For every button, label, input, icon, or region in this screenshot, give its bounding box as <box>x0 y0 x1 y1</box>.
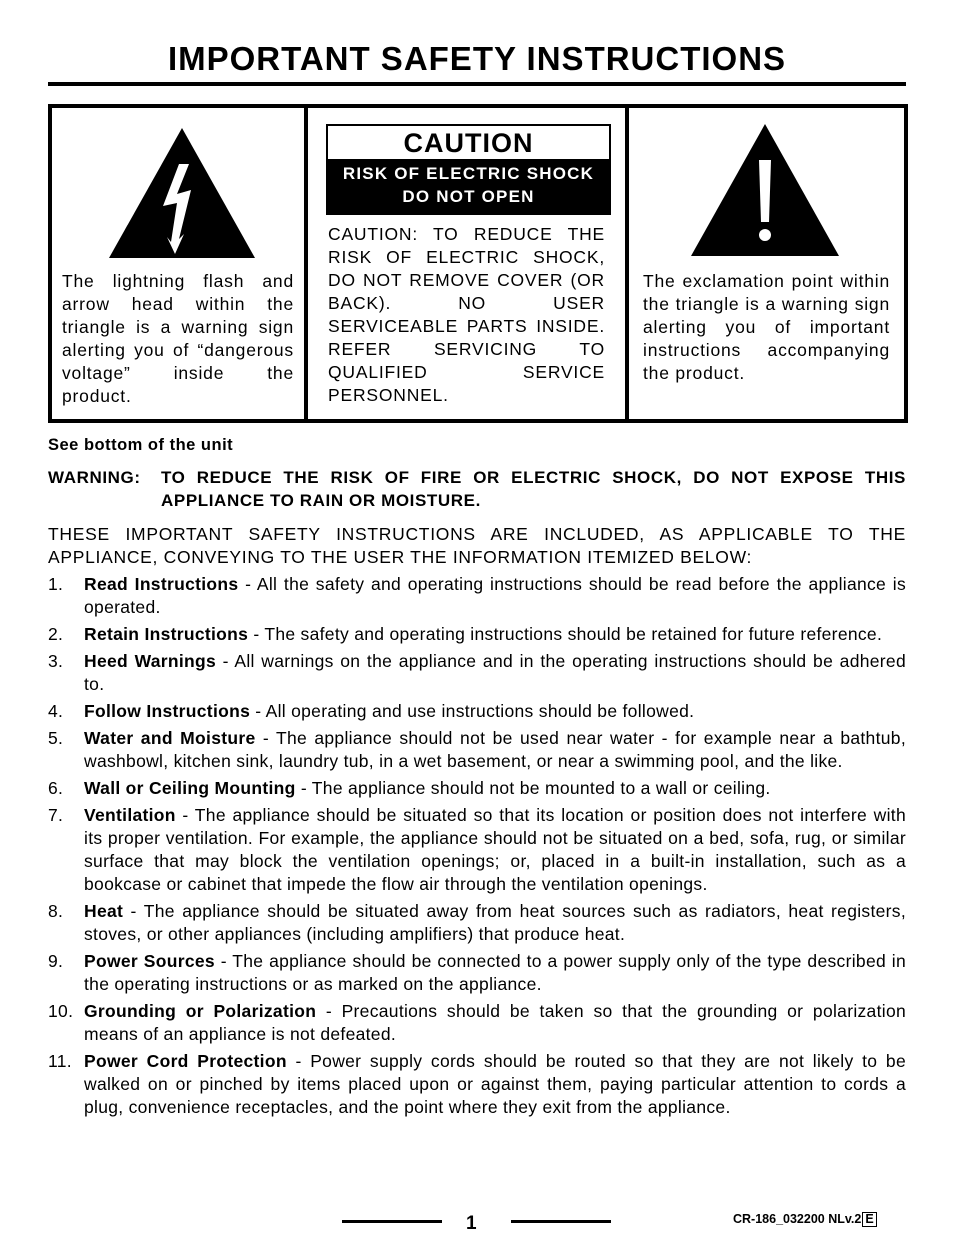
item-heading: Ventilation <box>84 805 176 825</box>
list-item <box>48 650 906 696</box>
item-text: - The appliance should be situated away from heat sources such as radiators, heat registers, stoves, or other appliances (including amplifiers) that produce heat. <box>84 901 906 944</box>
lightning-triangle-icon <box>107 126 257 260</box>
list-item <box>48 623 906 646</box>
item-number: 5. <box>48 728 64 748</box>
see-bottom-note: See bottom of the unit <box>48 436 234 454</box>
caution-column <box>308 108 629 419</box>
page-title: IMPORTANT SAFETY INSTRUCTIONS <box>167 40 787 77</box>
lightning-description: The lightning flash and arrow head within the triangle is a warning sign alerting you of “dangerous voltage” inside the product. <box>62 271 294 406</box>
warning-text: TO REDUCE THE RISK OF FIRE OR ELECTRIC SHOCK, DO NOT EXPOSE THIS APPLIANCE TO RAIN OR MOISTURE. <box>161 468 906 510</box>
item-text: - Power supply cords should be routed so that they are not likely to be walked on or pinched by items placed upon or against them, paying particular attention to cords a plug, convenience receptacles, and the point where they exit from the appliance. <box>84 1051 907 1117</box>
instruction-list <box>48 573 906 1123</box>
item-heading: Read Instructions <box>84 574 239 594</box>
caution-description: CAUTION: TO REDUCE THE RISK OF ELECTRIC SHOCK, DO NOT REMOVE COVER (OR BACK). NO USER SERVICEABLE PARTS INSIDE. REFER SERVICING TO QUALIFIED SERVICE PERSONNEL. <box>328 224 605 405</box>
item-number: 11. <box>48 1051 72 1071</box>
item-number: 10. <box>48 1001 74 1021</box>
item-number: 2. <box>48 624 64 644</box>
item-text: - The safety and operating instructions should be retained for future reference. <box>248 624 883 644</box>
list-item <box>48 804 906 896</box>
item-heading: Grounding or Polarization <box>84 1001 317 1021</box>
footer-rule-right <box>511 1220 611 1223</box>
intro-paragraph: THESE IMPORTANT SAFETY INSTRUCTIONS ARE INCLUDED, AS APPLICABLE TO THE APPLIANCE, CONVEYING TO THE USER THE INFORMATION ITEMIZED BELOW: <box>48 524 906 567</box>
item-number: 8. <box>48 901 64 921</box>
list-item <box>48 1050 906 1119</box>
item-heading: Heed Warnings <box>84 651 217 671</box>
item-number: 6. <box>48 778 64 798</box>
item-heading: Power Sources <box>84 951 215 971</box>
caution-subtitle <box>326 159 611 215</box>
list-item <box>48 727 906 773</box>
item-text: - All warnings on the appliance and in the operating instructions should be adhered to. <box>84 651 906 694</box>
caution-label: CAUTION <box>326 124 611 159</box>
item-text: - The appliance should not be used near water - for example near a bathtub, washbowl, kitchen sink, laundry tub, in a wet basement, or near a swimming pool, and the like. <box>84 728 906 771</box>
list-item <box>48 777 906 800</box>
item-number: 4. <box>48 701 64 721</box>
list-item <box>48 900 906 946</box>
exclamation-column <box>629 108 904 419</box>
item-heading: Water and Moisture <box>84 728 256 748</box>
warning-statement <box>48 466 906 512</box>
exclamation-triangle-icon <box>689 122 841 258</box>
list-item <box>48 1000 906 1046</box>
page-number: 1 <box>466 1213 477 1234</box>
footer-rule-left <box>342 1220 442 1223</box>
item-heading: Power Cord Protection <box>84 1051 287 1071</box>
warning-symbols-box <box>48 104 908 423</box>
item-text: - The appliance should be situated so that its location or position does not interfere with its proper ventilation. For example, the appliance should not be situated on a bed, sofa, rug, or similar surface that may block the ventilation openings; or, placed in a built-in installation, such as a bookcase or cabinet that impede the flow air through the ventilation openings. <box>84 805 906 894</box>
item-number: 1. <box>48 574 64 594</box>
caution-sub-line-1: RISK OF ELECTRIC SHOCK <box>342 164 595 183</box>
item-text: - All operating and use instructions should be followed. <box>250 701 695 721</box>
item-heading: Heat <box>84 901 124 921</box>
item-text: - All the safety and operating instructions should be read before the appliance is operated. <box>84 574 906 617</box>
document-code-text: CR-186_032200 NLv.2 <box>733 1212 862 1226</box>
item-heading: Wall or Ceiling Mounting <box>84 778 296 798</box>
caution-label-block <box>326 124 611 215</box>
title-rule <box>48 82 906 86</box>
document-code <box>733 1212 877 1227</box>
item-number: 3. <box>48 651 64 671</box>
lightning-column <box>52 108 308 419</box>
exclamation-description: The exclamation point within the triangle is a warning sign alerting you of important instructions accompanying the product. <box>643 271 890 383</box>
list-item <box>48 700 906 723</box>
item-text: - The appliance should not be mounted to a wall or ceiling. <box>295 778 771 798</box>
item-heading: Follow Instructions <box>84 701 251 721</box>
list-item <box>48 573 906 619</box>
caution-sub-line-2: DO NOT OPEN <box>402 187 535 206</box>
warning-label: WARNING: <box>48 468 141 487</box>
document-code-box: E <box>862 1212 876 1227</box>
item-text: - Precautions should be taken so that the grounding or polarization means of an appliance is not defeated. <box>84 1001 907 1044</box>
item-number: 7. <box>48 805 64 825</box>
list-item <box>48 950 906 996</box>
item-text: - The appliance should be connected to a power supply only of the type described in the operating instructions or as marked on the appliance. <box>84 951 906 994</box>
item-heading: Retain Instructions <box>84 624 249 644</box>
item-number: 9. <box>48 951 64 971</box>
